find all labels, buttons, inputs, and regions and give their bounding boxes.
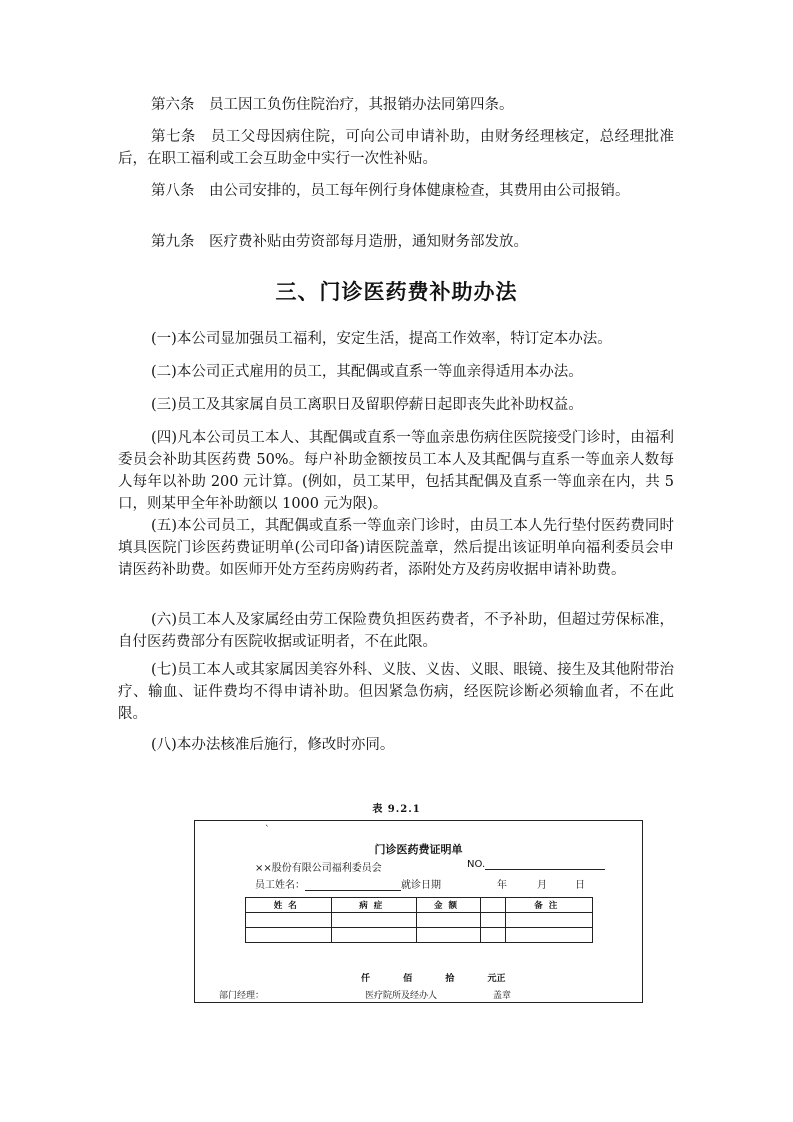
seal-label: 盖章 — [493, 991, 512, 1001]
article-9: 第九条 医疗费补贴由劳资部每月造册，通知财务部发放。 — [151, 234, 528, 250]
column-remarks: 备注 — [505, 898, 593, 913]
column-amount: 金额 — [417, 898, 481, 913]
item-5: (五)本公司员工，其配偶或直系一等血亲门诊时，由员工本人先行垫付医药费同时填具医院门诊医药费证明单(公司印备)请医院盖章，然后提出该证明单向福利委员会申请医药补助费。如医师开处方至药房购药者，添附处方及药房收据申请补助费。 — [118, 518, 674, 578]
item-3: (三)员工及其家属自员工离职日及留职停薪日起即丧失此补助权益。 — [151, 397, 583, 413]
item-1: (一)本公司显加强员工福利，安定生活，提高工作效率，特订定本办法。 — [151, 331, 612, 347]
article-8: 第八条 由公司安排的，员工每年例行身体健康检查，其费用由公司报销。 — [151, 183, 630, 199]
form-title: 门诊医药费证明单 — [374, 843, 463, 856]
column-name: 姓名 — [246, 898, 332, 913]
column-symptom: 病症 — [331, 898, 417, 913]
table-header-row — [246, 898, 593, 913]
unit-thousand: 仟 — [361, 974, 371, 984]
article-6: 第六条 员工因工负伤住院治疗，其报销办法同第四条。 — [151, 97, 514, 113]
company-name: ××股份有限公司福利委员会 — [255, 863, 382, 874]
dept-manager-label: 部门经理： — [219, 991, 265, 1001]
item-7: (七)员工本人或其家属因美容外科、义肢、义齿、义眼、眼镜、接生及其他附带治疗、输血、证件费均不得申请补助。但因紧急伤病，经医院诊断必须输血者，不在此限。 — [118, 662, 674, 722]
column-blank — [481, 898, 506, 913]
item-4: (四)凡本公司员工本人、其配偶或直系一等血亲患伤病住医院接受门诊时，由福利委员会补助其医药费 50%。每户补助金额按员工本人及其配偶与直系一等血亲人数每人每年以补助 200 元计算。(例如，员工某甲，包括其配偶及直系一等血亲在内，共 5 口，则某甲全年补助额以 1000 元为限)。 — [118, 430, 674, 512]
day-label: 日 — [575, 880, 585, 891]
item-8: (八)本办法核准后施行，修改时亦同。 — [151, 737, 395, 753]
expense-table — [245, 897, 593, 943]
employee-line — [255, 876, 441, 891]
month-label: 月 — [537, 880, 547, 891]
section-heading: 三、门诊医药费补助办法 — [275, 280, 518, 304]
hospital-agent-label: 医疗院所及经办人 — [365, 991, 438, 1001]
year-label: 年 — [497, 880, 507, 891]
receipt-form — [194, 820, 643, 1003]
item-6: (六)员工本人及家属经由劳工保险费负担医药费者，不予补助，但超过劳保标准，自付医药费部分有医院收据或证明者，不在此限。 — [118, 612, 674, 650]
number-label: NO. — [467, 859, 486, 870]
unit-yuan: 元正 — [487, 974, 506, 984]
company-line — [255, 859, 382, 874]
unit-hundred: 佰 — [403, 974, 413, 984]
employee-name-blank — [305, 880, 401, 891]
stray-mark: ` — [265, 825, 270, 835]
employee-name-label: 员工姓名： — [255, 880, 305, 891]
number-blank — [485, 859, 605, 870]
figure-caption: 表 9.2.1 — [372, 804, 421, 815]
table-row — [246, 913, 593, 928]
article-7: 第七条 员工父母因病住院，可向公司申请补助，由财务经理核定，总经理批准后，在职工福利或工会互助金中实行一次性补贴。 — [118, 129, 674, 167]
visit-date-label: 就诊日期 — [401, 880, 441, 891]
table-row — [246, 928, 593, 943]
item-2: (二)本公司正式雇用的员工，其配偶或直系一等血亲得适用本办法。 — [151, 364, 583, 380]
number-field — [467, 859, 605, 870]
amount-units — [361, 971, 535, 984]
unit-ten: 拾 — [445, 974, 455, 984]
